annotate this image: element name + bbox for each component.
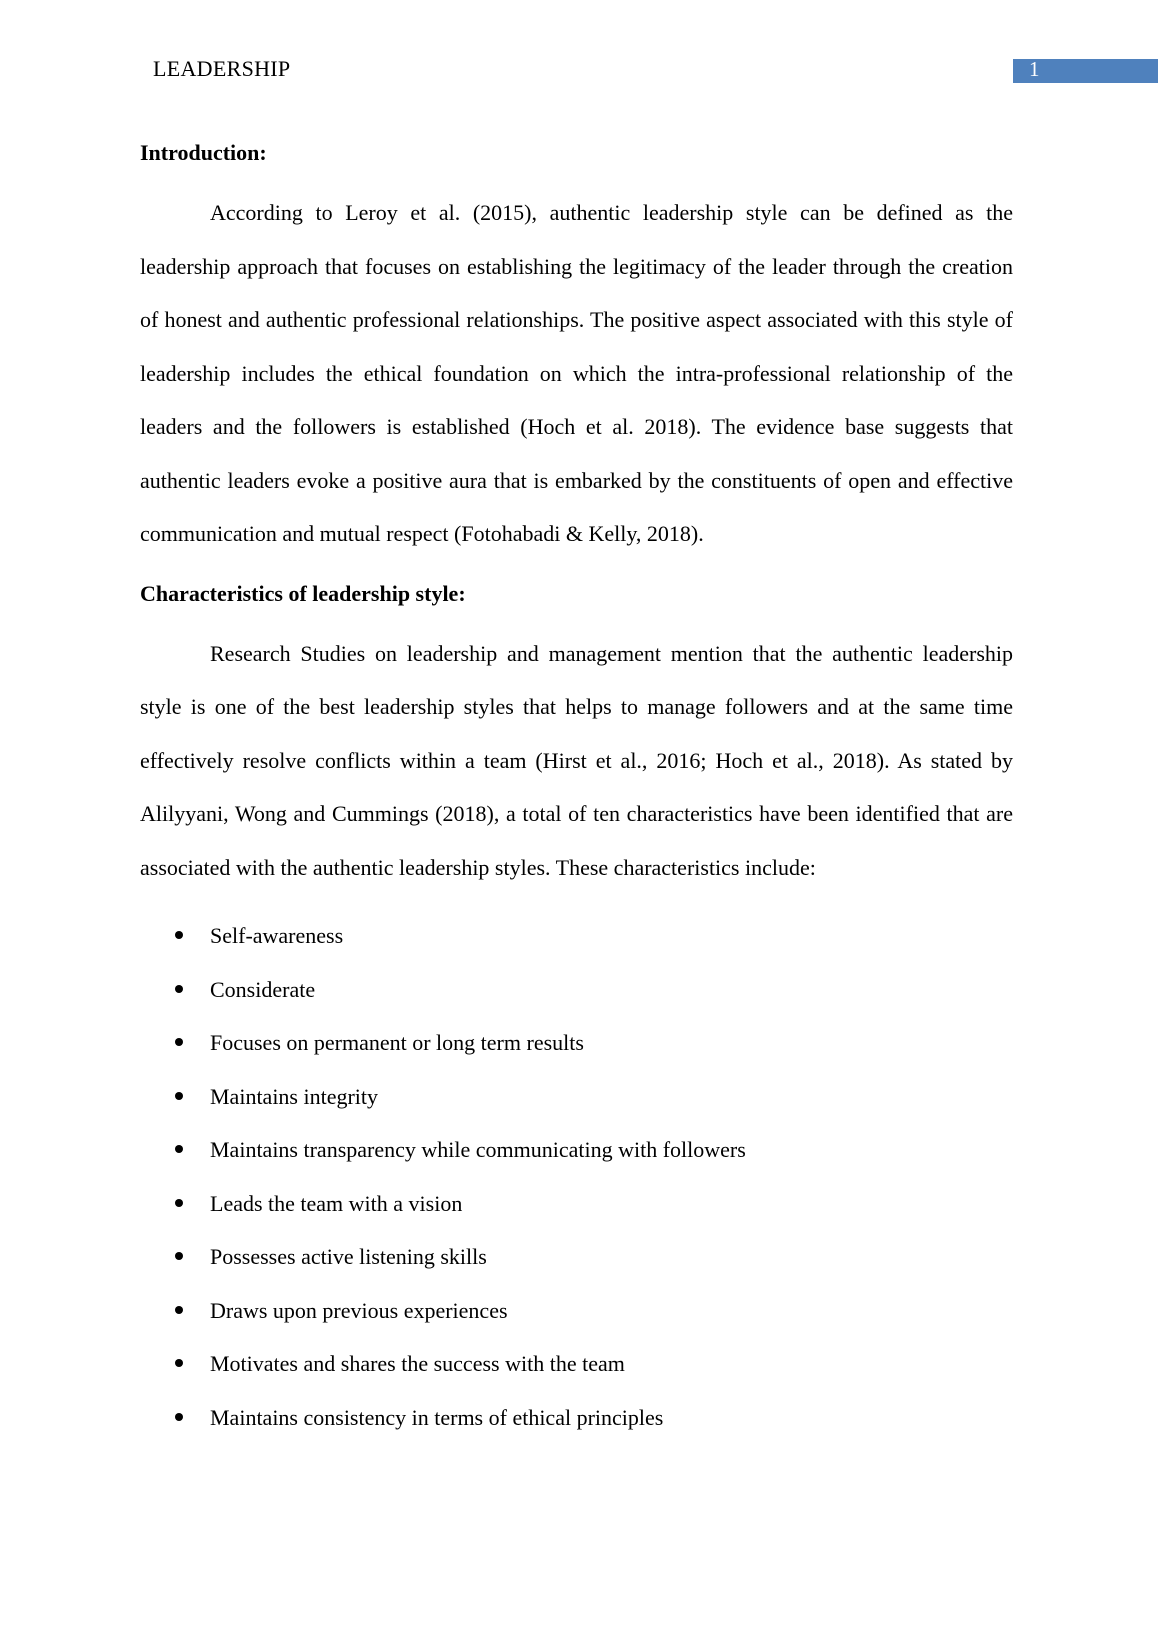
bullet-icon bbox=[175, 1145, 183, 1153]
list-item-text: Leads the team with a vision bbox=[210, 1190, 463, 1216]
list-item-text: Maintains integrity bbox=[210, 1083, 379, 1109]
list-item bbox=[140, 963, 1013, 1017]
introduction-heading: Introduction: bbox=[140, 140, 267, 165]
list-item bbox=[140, 1070, 1013, 1124]
characteristics-heading: Characteristics of leadership style: bbox=[140, 580, 466, 606]
page-number: 1 bbox=[1029, 57, 1040, 81]
list-item bbox=[140, 1391, 1013, 1445]
characteristics-list bbox=[140, 909, 1013, 1444]
list-item-text: Motivates and shares the success with the team bbox=[210, 1351, 625, 1376]
page-number-bar bbox=[1013, 59, 1158, 83]
bullet-icon bbox=[175, 985, 183, 993]
list-item-text: Maintains transparency while communicating with followers bbox=[210, 1137, 746, 1162]
bullet-icon bbox=[175, 1359, 183, 1367]
bullet-icon bbox=[175, 1413, 183, 1421]
list-item bbox=[140, 1284, 1013, 1338]
list-item bbox=[140, 1016, 1013, 1070]
list-item bbox=[140, 909, 1013, 963]
document-body bbox=[140, 136, 1013, 1444]
introduction-paragraph: According to Leroy et al. (2015), authentic leadership style can be defined as the leadership approach that focuses on establishing the legitimacy of the leader through the creation of honest and authentic professional relationships. The positive aspect associated with this style of leadership includes the ethical foundation on which the intra-professional relationship of the leaders and the followers is established (Hoch et al. 2018). The evidence base suggests that authentic leaders evoke a positive aura that is embarked by the constituents of open and effective communication and mutual respect (Fotohabadi & Kelly, 2018). bbox=[140, 200, 1013, 546]
list-item-text: Possesses active listening skills bbox=[210, 1244, 487, 1269]
list-item-text: Self-awareness bbox=[210, 923, 344, 948]
list-item bbox=[140, 1123, 1013, 1177]
bullet-icon bbox=[175, 931, 183, 939]
characteristics-paragraph: Research Studies on leadership and management mention that the authentic leadership style is one of the best leadership styles that helps to manage followers and at the same time effectively resolve conflicts within a team (Hirst et al., 2016; Hoch et al., 2018). As stated by Alilyyani, Wong and Cummings (2018), a total of ten characteristics have been identified that are associated with the authentic leadership styles. These characteristics include: bbox=[140, 640, 1013, 880]
list-item-text: Maintains consistency in terms of ethical principles bbox=[210, 1404, 664, 1430]
list-item bbox=[140, 1177, 1013, 1231]
list-item-text: Draws upon previous experiences bbox=[210, 1297, 508, 1323]
bullet-icon bbox=[175, 1199, 183, 1207]
list-item-text: Considerate bbox=[210, 976, 316, 1002]
bullet-icon bbox=[175, 1038, 183, 1046]
bullet-icon bbox=[175, 1252, 183, 1260]
running-head: LEADERSHIP bbox=[153, 56, 291, 81]
list-item bbox=[140, 1337, 1013, 1391]
list-item bbox=[140, 1230, 1013, 1284]
list-item-text: Focuses on permanent or long term results bbox=[210, 1030, 584, 1055]
bullet-icon bbox=[175, 1306, 183, 1314]
bullet-icon bbox=[175, 1092, 183, 1100]
